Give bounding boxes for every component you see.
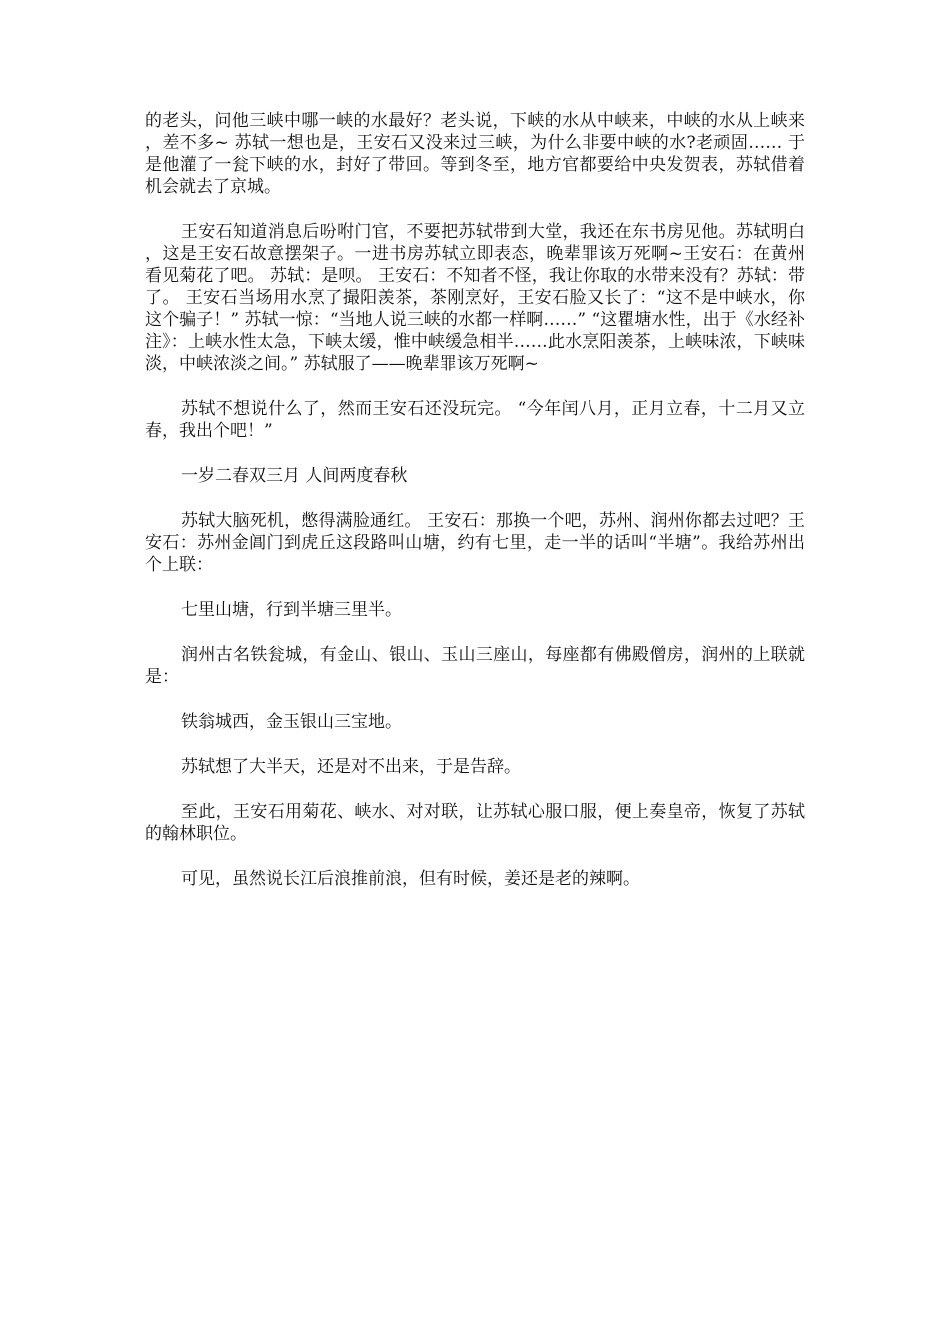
- paragraph-10: 至此，王安石用菊花、峡水、对对联，让苏轼心服口服，便上奏皇帝，恢复了苏轼的翰林职位。: [145, 802, 805, 844]
- paragraph-9: 苏轼想了大半天，还是对不出来，于是告辞。: [181, 757, 521, 777]
- paragraph-3: 苏轼不想说什么了，然而王安石还没玩完。 “今年闰八月，正月立春，十二月又立春，我出个吧！”: [145, 399, 805, 441]
- paragraph-1: 的老头，问他三峡中哪一峡的水最好？老头说，下峡的水从中峡来，中峡的水从上峡来，差不多~ 苏轼一想也是，王安石又没来过三峡，为什么非要中峡的水?老顽固…… 于是他灌了一瓮下峡的水，封好了带回。等到冬至，地方官都要给中央发贺表，苏轼借着机会就去了京城。: [145, 111, 805, 197]
- paragraph-11: 可见，虽然说长江后浪推前浪，但有时候，姜还是老的辣啊。: [181, 869, 640, 889]
- paragraph-8: 铁翁城西，金玉银山三宝地。: [181, 712, 402, 732]
- document-page: [145, 110, 805, 913]
- paragraph-6: 七里山塘，行到半塘三里半。: [181, 600, 402, 620]
- paragraph-2: 王安石知道消息后吩咐门官，不要把苏轼带到大堂，我还在东书房见他。苏轼明白，这是王安石故意摆架子。一进书房苏轼立即表态，晚辈罪该万死啊~王安石：在黄州看见菊花了吧。 苏轼：是呗。 王安石：不知者不怪，我让你取的水带来没有？苏轼：带了。 王安石当场用水烹了撮阳羡茶，茶刚烹好，王安石脸又长了：“这不是中峡水，你这个骗子！” 苏轼一惊：“当地人说三峡的水都一样啊……” “这瞿塘水性，出于《水经补注》：上峡水性太急，下峡太缓，惟中峡缓急相半……此水烹阳羡茶，上峡味浓，下峡味淡，中峡浓淡之间。” 苏轼服了——晚辈罪该万死啊~: [145, 222, 805, 374]
- paragraph-5: 苏轼大脑死机，憋得满脸通红。 王安石：那换一个吧，苏州、润州你都去过吧？王安石：苏州金阊门到虎丘这段路叫山塘，约有七里，走一半的话叫“半塘”。我给苏州出个上联：: [145, 511, 805, 575]
- paragraph-4: 一岁二春双三月 人间两度春秋: [181, 466, 408, 486]
- paragraph-7: 润州古名铁瓮城，有金山、银山、玉山三座山，每座都有佛殿僧房，润州的上联就是：: [145, 645, 805, 687]
